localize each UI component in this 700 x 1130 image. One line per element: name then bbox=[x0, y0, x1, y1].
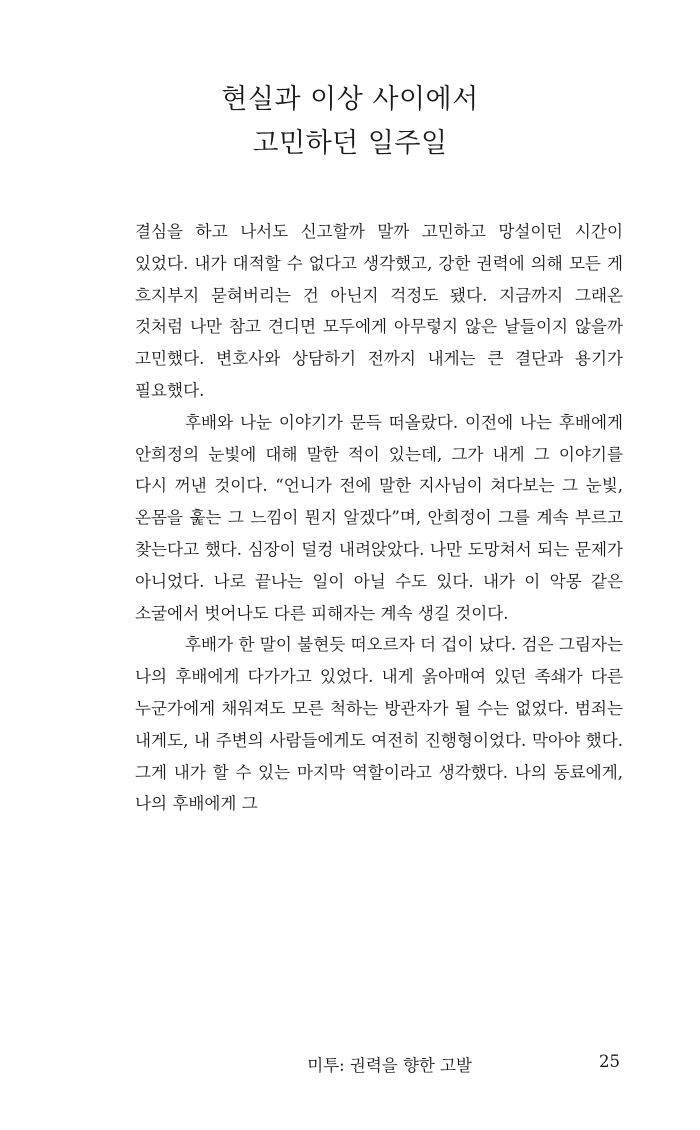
chapter-title-line-1: 현실과 이상 사이에서 bbox=[221, 84, 479, 115]
body-text bbox=[135, 216, 623, 820]
chapter-title-line-2: 고민하던 일주일 bbox=[252, 128, 448, 159]
paragraph-3: 후배가 한 말이 불현듯 떠오르자 더 겁이 났다. 검은 그림자는 나의 후배에게 다가가고 있었다. 내게 옭아매여 있던 족쇄가 다른 누군가에게 채워져도 모른 척하는 방관자가 될 수는 없었다. 범죄는 내게도, 내 주변의 사람들에게도 여전히 진행형이었다. 막아야 했다. 그게 내가 할 수 있는 마지막 역할이라고 생각했다. 나의 동료에게, 나의 후배에게 그 bbox=[135, 635, 623, 814]
page-number: 25 bbox=[599, 1052, 620, 1071]
page-footer bbox=[0, 1052, 700, 1082]
paragraph-2: 후배와 나눈 이야기가 문득 떠올랐다. 이전에 나는 후배에게 안희정의 눈빛에 대해 말한 적이 있는데, 그가 내게 그 이야기를 다시 꺼낸 것이다. “언니가 전에 말한 지사님이 쳐다보는 그 눈빛, 온몸을 훑는 그 느낌이 뭔지 알겠다”며, 안희정이 그를 계속 부르고 찾는다고 했다. 심장이 덜컹 내려앉았다. 나만 도망쳐서 되는 문제가 아니었다. 나로 끝나는 일이 아닐 수도 있다. 내가 이 악몽 같은 소굴에서 벗어나도 다른 피해자는 계속 생길 것이다. bbox=[135, 412, 623, 623]
running-head: 미투: 권력을 향한 고발 bbox=[307, 1056, 472, 1075]
chapter-title bbox=[0, 78, 700, 166]
paragraph-1: 결심을 하고 나서도 신고할까 말까 고민하고 망설이던 시간이 있었다. 내가 대적할 수 없다고 생각했고, 강한 권력에 의해 모든 게 흐지부지 묻혀버리는 건 아닌지 걱정도 됐다. 지금까지 그래온 것처럼 나만 참고 견디면 모두에게 아무렇지 않은 날들이지 않을까 고민했다. 변호사와 상담하기 전까지 내게는 큰 결단과 용기가 필요했다. bbox=[135, 222, 623, 400]
